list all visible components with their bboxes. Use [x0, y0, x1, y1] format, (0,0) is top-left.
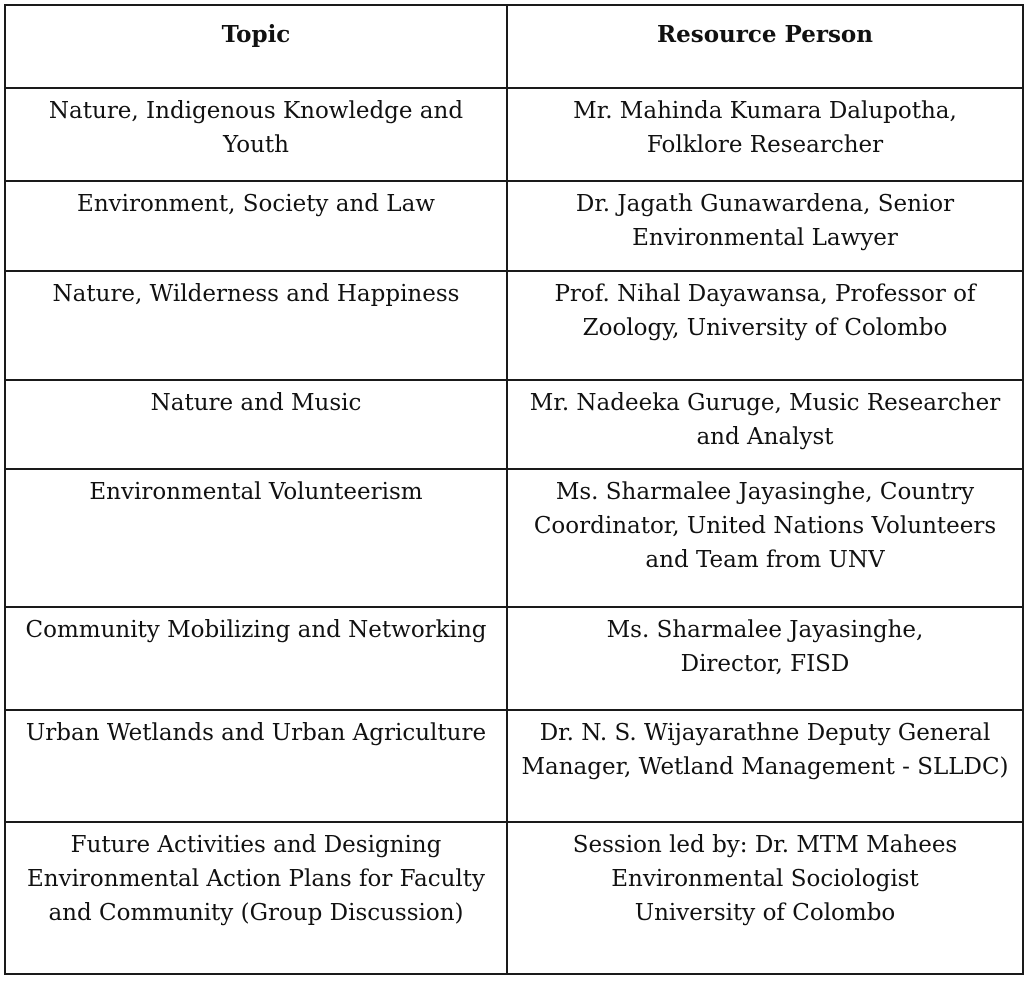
- resource-person-cell: Dr. N. S. Wijayarathne Deputy General Manager, Wetland Management - SLLDC): [507, 710, 1023, 822]
- resource-person-column-header: Resource Person: [507, 5, 1023, 88]
- table-row: [5, 88, 1023, 181]
- topic-cell: Urban Wetlands and Urban Agriculture: [5, 710, 507, 822]
- topic-cell: Environmental Volunteerism: [5, 469, 507, 607]
- resource-person-cell: Session led by: Dr. MTM Mahees Environmental Sociologist University of Colombo: [507, 822, 1023, 974]
- table-row: [5, 380, 1023, 469]
- topic-cell: Community Mobilizing and Networking: [5, 607, 507, 710]
- table-row: [5, 607, 1023, 710]
- resource-person-cell: Prof. Nihal Dayawansa, Professor of Zoology, University of Colombo: [507, 271, 1023, 380]
- topic-cell: Nature, Wilderness and Happiness: [5, 271, 507, 380]
- table-row: [5, 271, 1023, 380]
- resource-person-cell: Ms. Sharmalee Jayasinghe, Director, FISD: [507, 607, 1023, 710]
- table-row: [5, 710, 1023, 822]
- topic-cell: Future Activities and Designing Environmental Action Plans for Faculty and Community (Group Discussion): [5, 822, 507, 974]
- table-row: [5, 469, 1023, 607]
- table-row: [5, 822, 1023, 974]
- topic-cell: Nature and Music: [5, 380, 507, 469]
- resource-person-cell: Mr. Mahinda Kumara Dalupotha, Folklore Researcher: [507, 88, 1023, 181]
- topic-cell: Nature, Indigenous Knowledge and Youth: [5, 88, 507, 181]
- topic-column-header: Topic: [5, 5, 507, 88]
- resource-person-cell: Dr. Jagath Gunawardena, Senior Environmental Lawyer: [507, 181, 1023, 271]
- header-row: [5, 5, 1023, 88]
- resource-person-cell: Ms. Sharmalee Jayasinghe, Country Coordinator, United Nations Volunteers and Team from UNV: [507, 469, 1023, 607]
- topic-cell: Environment, Society and Law: [5, 181, 507, 271]
- resource-person-cell: Mr. Nadeeka Guruge, Music Researcher and Analyst: [507, 380, 1023, 469]
- table-row: [5, 181, 1023, 271]
- program-table: [4, 4, 1024, 975]
